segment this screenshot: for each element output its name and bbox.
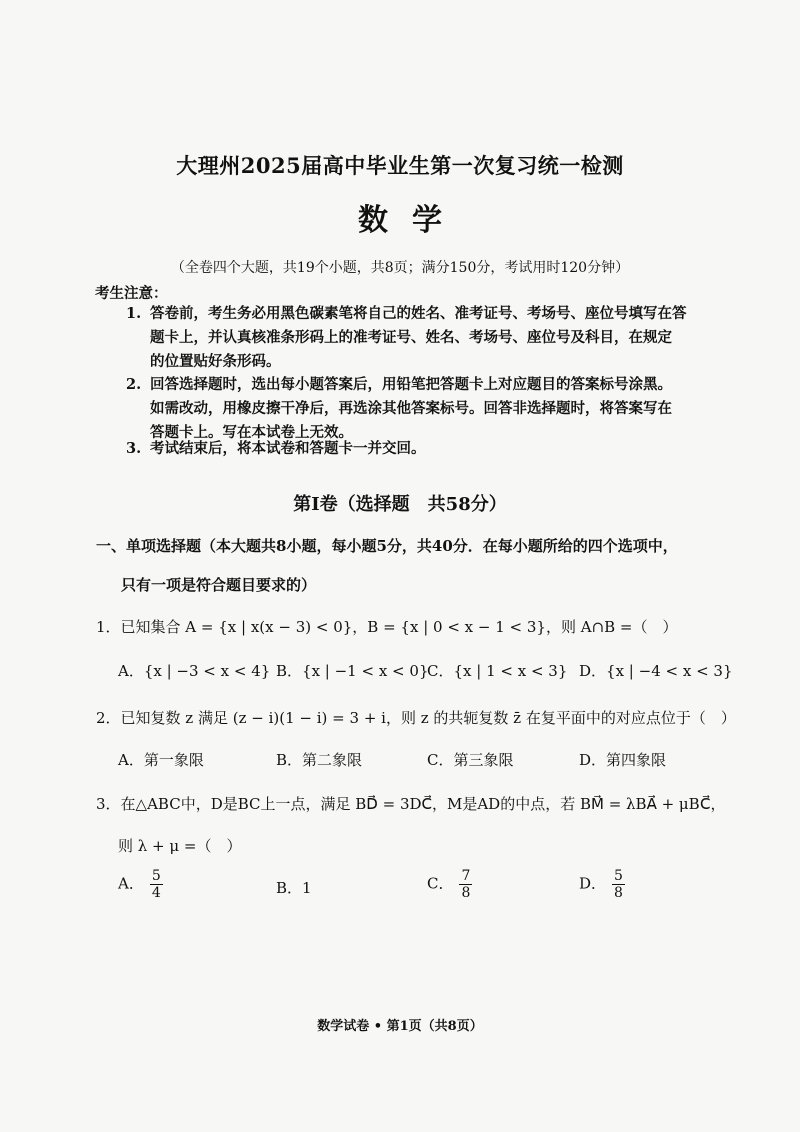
q2-option-c: C．第三象限 [427, 751, 514, 769]
option-label: A． [118, 874, 144, 893]
page-footer: 数学试卷 • 第1页（共8页） [317, 1019, 483, 1034]
question-3-stem: 3．在△ABC中，D是BC上一点，满足 BD⃗ = 3DC⃗，M是AD的中点，若 BM⃗ = λBA⃗ + μBC⃗， [96, 795, 726, 813]
q1-option-b: B．{x | −1 < x < 0} [276, 662, 429, 680]
question-1-stem: 1．已知集合 A = {x | x(x − 3) < 0}，B = {x | 0 < x − 1 < 3}，则 A∩B =（ ） [96, 618, 678, 636]
note-item [126, 302, 687, 374]
note-line: 答卷前，考生务必用黑色碳素笔将自己的姓名、准考证号、考场号、座位号填写在答 [150, 305, 687, 322]
fraction [612, 868, 625, 901]
exam-title: 大理州2025届高中毕业生第一次复习统一检测 [176, 153, 624, 178]
q3-option-b [276, 877, 312, 898]
q3-option-a [118, 868, 163, 901]
q1-option-d: D．{x | −4 < x < 3} [579, 662, 733, 680]
numerator: 7 [461, 868, 471, 884]
note-item [126, 373, 672, 445]
question-3-stem-cont: 则 λ + μ =（ ） [118, 837, 242, 855]
q1-option-c: C．{x | 1 < x < 3} [427, 662, 568, 680]
note-line: 回答选择题时，选出每小题答案后，用铅笔把答题卡上对应题目的答案标号涂黑。 [150, 376, 672, 393]
note-number: 1. [126, 305, 142, 322]
option-label: C． [427, 874, 454, 893]
note-line: 题卡上，并认真核准条形码上的准考证号、姓名、考场号、座位号及科目，在规定 [150, 329, 672, 346]
note-number: 2. [126, 376, 142, 393]
denominator: 8 [461, 885, 471, 901]
question-2-stem: 2．已知复数 z 满足 (z − i)(1 − i) = 3 + i，则 z 的共轭复数 z̄ 在复平面中的对应点位于（ ） [96, 709, 736, 727]
notes-heading: 考生注意： [95, 285, 168, 302]
section-title: 第Ⅰ卷（选择题 共58分） [293, 494, 507, 515]
option-value: 1 [302, 879, 312, 897]
q1-option-a: A．{x | −3 < x < 4} [118, 662, 271, 680]
subject-title: 数学 [358, 203, 466, 238]
option-label: B． [276, 879, 303, 897]
note-number: 3. [126, 440, 142, 457]
numerator: 5 [614, 868, 623, 884]
fraction [459, 868, 472, 901]
denominator: 4 [151, 885, 161, 901]
q3-option-c [427, 868, 472, 901]
note-item [126, 437, 426, 461]
numerator: 5 [151, 868, 161, 884]
note-line: 的位置贴好条形码。 [150, 353, 281, 370]
part-instructions-cont: 只有一项是符合题目要求的） [121, 576, 317, 594]
q2-option-a: A．第一象限 [118, 751, 204, 769]
q3-option-d [579, 868, 625, 901]
denominator: 8 [614, 885, 623, 901]
fraction [150, 868, 163, 901]
exam-info: （全卷四个大题，共19个小题，共8页；满分150分，考试用时120分钟） [170, 260, 630, 276]
note-line: 如需改动，用橡皮擦干净后，再选涂其他答案标号。回答非选择题时，将答案写在 [150, 400, 672, 417]
note-line: 考试结束后，将本试卷和答题卡一并交回。 [150, 440, 426, 457]
part-instructions: 一、单项选择题（本大题共8小题，每小题5分，共40分．在每小题所给的四个选项中， [96, 537, 678, 555]
note-line: 答题卡上。写在本试卷上无效。 [150, 424, 353, 441]
q2-option-d: D．第四象限 [579, 751, 667, 769]
q2-option-b: B．第二象限 [276, 751, 363, 769]
option-label: D． [579, 874, 607, 893]
